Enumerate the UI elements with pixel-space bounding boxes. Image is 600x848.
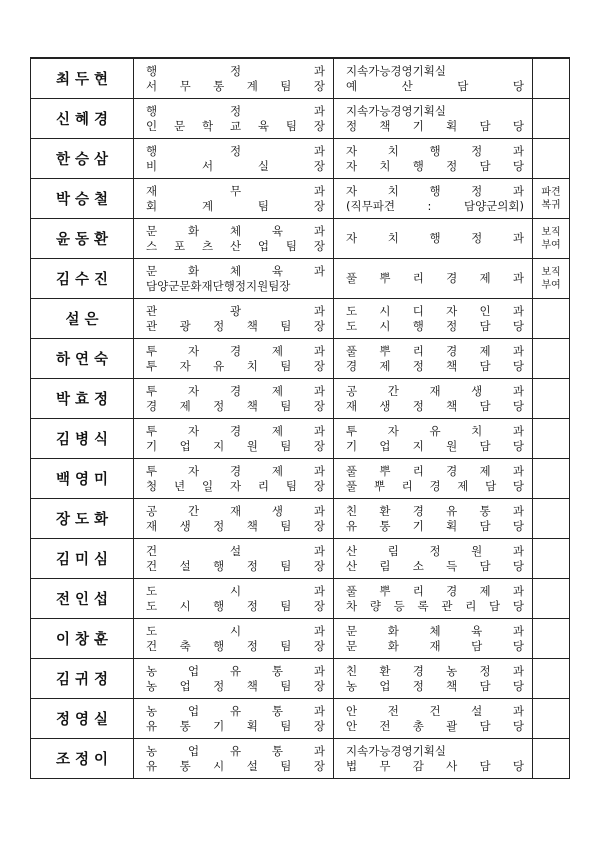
new-position-line: 농 업 정 책 담 당 [346,678,524,693]
person-name-cell [31,419,134,459]
table-row [31,179,570,219]
personnel-table [30,57,570,779]
person-name-cell [31,139,134,179]
new-position-line: 재 생 정 책 담 당 [346,398,524,413]
remark-text: 보직 [541,226,561,238]
previous-position-line: 농 업 유 통 과 [146,663,325,678]
new-position-line: 풀 뿌 리 경 제 과 [346,271,524,285]
new-position-line: 자 치 행 정 과 [346,143,524,158]
new-position-line: 지속가능경영기획실 [346,743,446,758]
new-position-line: 경 제 정 책 담 당 [346,358,524,373]
new-position-line: 자 치 행 정 과 [346,231,524,245]
remark-cell [533,219,570,259]
previous-position-cell [134,99,334,139]
remark-text: 부여 [541,279,561,291]
person-name-cell [31,219,134,259]
person-name-cell [31,339,134,379]
new-position-line: 자 치 행 정 과 [346,183,524,198]
previous-position-line: 건 설 행 정 팀 장 [146,558,325,573]
person-name: 김 귀 정 [55,672,109,688]
previous-position-line: 농 업 유 통 과 [146,703,325,718]
table-row [31,339,570,379]
previous-position-line: 투 자 경 제 과 [146,463,325,478]
previous-position-cell [134,459,334,499]
table-row [31,379,570,419]
person-name: 이 창 훈 [55,632,109,648]
new-position-cell [334,619,533,659]
new-position-cell [334,219,533,259]
previous-position-line: 농 업 정 책 팀 장 [146,678,325,693]
table-row [31,619,570,659]
previous-position-line: 문 화 체 육 과 [146,263,325,278]
new-position-line: 문 화 재 담 당 [346,638,524,653]
new-position-cell [334,58,533,99]
previous-position-line: 건 설 과 [146,543,325,558]
person-name: 전 인 섭 [55,592,109,608]
person-name: 설 은 [65,312,99,328]
person-name-cell [31,619,134,659]
person-name: 조 정 이 [55,752,109,768]
previous-position-line: 행 정 과 [146,63,325,78]
new-position-cell [334,379,533,419]
remark-cell [533,379,570,419]
new-position-cell [334,299,533,339]
new-position-line: 도 시 행 정 담 당 [346,318,524,333]
new-position-line: 산 림 소 득 담 당 [346,558,524,573]
previous-position-line: 건 축 행 정 팀 장 [146,638,325,653]
new-position-line: 법 무 감 사 담 당 [346,758,524,773]
person-name: 김 미 심 [55,552,109,568]
remark-cell [533,699,570,739]
new-position-cell [334,259,533,299]
previous-position-cell [134,699,334,739]
new-position-line: 투 자 유 치 과 [346,423,524,438]
previous-position-line: 문 화 체 육 과 [146,223,325,238]
remark-cell [533,179,570,219]
person-name-cell [31,259,134,299]
remark-text: 부여 [541,239,561,251]
new-position-line: 공 간 재 생 과 [346,383,524,398]
remark-cell [533,299,570,339]
table-row [31,579,570,619]
remark-text: 복귀 [541,199,561,211]
previous-position-line: 서 무 통 계 팀 장 [146,78,325,93]
person-name: 하 연 숙 [55,352,109,368]
new-position-line: 도 시 디 자 인 과 [346,303,524,318]
table-row [31,58,570,99]
previous-position-line: 관 광 과 [146,303,325,318]
previous-position-line: 도 시 과 [146,583,325,598]
remark-cell [533,499,570,539]
person-name: 장 도 화 [55,512,109,528]
new-position-line: 기 업 지 원 담 당 [346,438,524,453]
table-row [31,419,570,459]
new-position-line: 지속가능경영기획실 [346,63,446,78]
previous-position-line: 재 생 정 책 팀 장 [146,518,325,533]
new-position-line: 친 환 경 유 통 과 [346,503,524,518]
previous-position-cell [134,259,334,299]
new-position-cell [334,659,533,699]
previous-position-cell [134,179,334,219]
previous-position-line: 재 무 과 [146,183,325,198]
person-name: 정 영 실 [55,712,109,728]
new-position-cell [334,339,533,379]
new-position-cell [334,179,533,219]
previous-position-line: 담양군문화재단행정지원팀장 [146,278,291,293]
person-name-cell [31,179,134,219]
remark-cell [533,539,570,579]
previous-position-line: 농 업 유 통 과 [146,743,325,758]
person-name: 백 영 미 [55,472,109,488]
person-name-cell [31,99,134,139]
new-position-cell [334,699,533,739]
new-position-cell [334,139,533,179]
new-position-cell [334,459,533,499]
remark-cell [533,139,570,179]
person-name-cell [31,459,134,499]
new-position-line: 안 전 건 설 과 [346,703,524,718]
person-name: 윤 동 환 [55,232,109,248]
previous-position-line: 투 자 경 제 과 [146,343,325,358]
person-name: 박 효 정 [55,392,109,408]
new-position-line: 지속가능경영기획실 [346,103,446,118]
new-position-line: 산 림 정 원 과 [346,543,524,558]
previous-position-cell [134,379,334,419]
new-position-line: 차 량 등 록 관 리 담 당 [346,598,524,613]
new-position-line: 자 치 행 정 담 당 [346,158,524,173]
new-position-cell [334,579,533,619]
previous-position-line: 회 계 팀 장 [146,198,325,213]
new-position-line: 풀 뿌 리 경 제 과 [346,583,524,598]
new-position-line: (직무파견 : 담양군의회) [346,198,524,213]
new-position-line: 풀 뿌 리 경 제 과 [346,463,524,478]
previous-position-line: 투 자 경 제 과 [146,383,325,398]
remark-text: 파견 [541,186,561,198]
previous-position-line: 행 정 과 [146,103,325,118]
person-name-cell [31,379,134,419]
table-row [31,659,570,699]
previous-position-line: 경 제 정 책 팀 장 [146,398,325,413]
new-position-line: 안 전 총 괄 담 당 [346,718,524,733]
new-position-line: 풀 뿌 리 경 제 과 [346,343,524,358]
new-position-cell [334,539,533,579]
table-row [31,219,570,259]
remark-cell [533,579,570,619]
previous-position-line: 행 정 과 [146,143,325,158]
person-name-cell [31,58,134,99]
remark-cell [533,58,570,99]
table-row [31,459,570,499]
previous-position-line: 비 서 실 장 [146,158,325,173]
new-position-line: 문 화 체 육 과 [346,623,524,638]
person-name-cell [31,299,134,339]
person-name: 한 승 삼 [55,152,109,168]
new-position-line: 풀 뿌 리 경 제 담 당 [346,478,524,493]
new-position-line: 예 산 담 당 [346,78,524,93]
previous-position-cell [134,499,334,539]
table-row [31,739,570,779]
table-row [31,499,570,539]
person-name-cell [31,499,134,539]
person-name: 신 혜 경 [55,112,109,128]
previous-position-cell [134,739,334,779]
remark-cell [533,619,570,659]
previous-position-line: 청 년 일 자 리 팀 장 [146,478,325,493]
table-row [31,299,570,339]
remark-text: 보직 [541,266,561,278]
remark-cell [533,419,570,459]
table-row [31,259,570,299]
previous-position-cell [134,58,334,99]
previous-position-cell [134,539,334,579]
remark-cell [533,259,570,299]
new-position-cell [334,419,533,459]
personnel-table-body [31,58,570,779]
table-row [31,699,570,739]
previous-position-line: 스 포 츠 산 업 팀 장 [146,238,325,253]
person-name: 박 승 철 [55,192,109,208]
previous-position-cell [134,419,334,459]
remark-cell [533,739,570,779]
previous-position-line: 유 통 시 설 팀 장 [146,758,325,773]
previous-position-line: 인 문 학 교 육 팀 장 [146,118,325,133]
remark-cell [533,459,570,499]
previous-position-line: 투 자 경 제 과 [146,423,325,438]
previous-position-line: 투 자 유 치 팀 장 [146,358,325,373]
person-name: 최 두 현 [55,72,109,88]
table-row [31,99,570,139]
previous-position-line: 도 시 행 정 팀 장 [146,598,325,613]
person-name: 김 수 진 [55,272,109,288]
previous-position-cell [134,579,334,619]
previous-position-cell [134,139,334,179]
new-position-cell [334,739,533,779]
new-position-line: 유 통 기 획 담 당 [346,518,524,533]
new-position-cell [334,99,533,139]
previous-position-line: 공 간 재 생 과 [146,503,325,518]
new-position-line: 친 환 경 농 정 과 [346,663,524,678]
previous-position-line: 관 광 정 책 팀 장 [146,318,325,333]
remark-cell [533,99,570,139]
previous-position-line: 유 통 기 획 팀 장 [146,718,325,733]
previous-position-line: 도 시 과 [146,623,325,638]
new-position-line: 정 책 기 획 담 당 [346,118,524,133]
previous-position-cell [134,659,334,699]
previous-position-cell [134,339,334,379]
previous-position-line: 기 업 지 원 팀 장 [146,438,325,453]
person-name-cell [31,579,134,619]
previous-position-cell [134,619,334,659]
remark-cell [533,339,570,379]
person-name-cell [31,539,134,579]
table-row [31,539,570,579]
new-position-cell [334,499,533,539]
previous-position-cell [134,219,334,259]
table-row [31,139,570,179]
person-name-cell [31,699,134,739]
remark-cell [533,659,570,699]
person-name: 김 병 식 [55,432,109,448]
person-name-cell [31,739,134,779]
person-name-cell [31,659,134,699]
previous-position-cell [134,299,334,339]
